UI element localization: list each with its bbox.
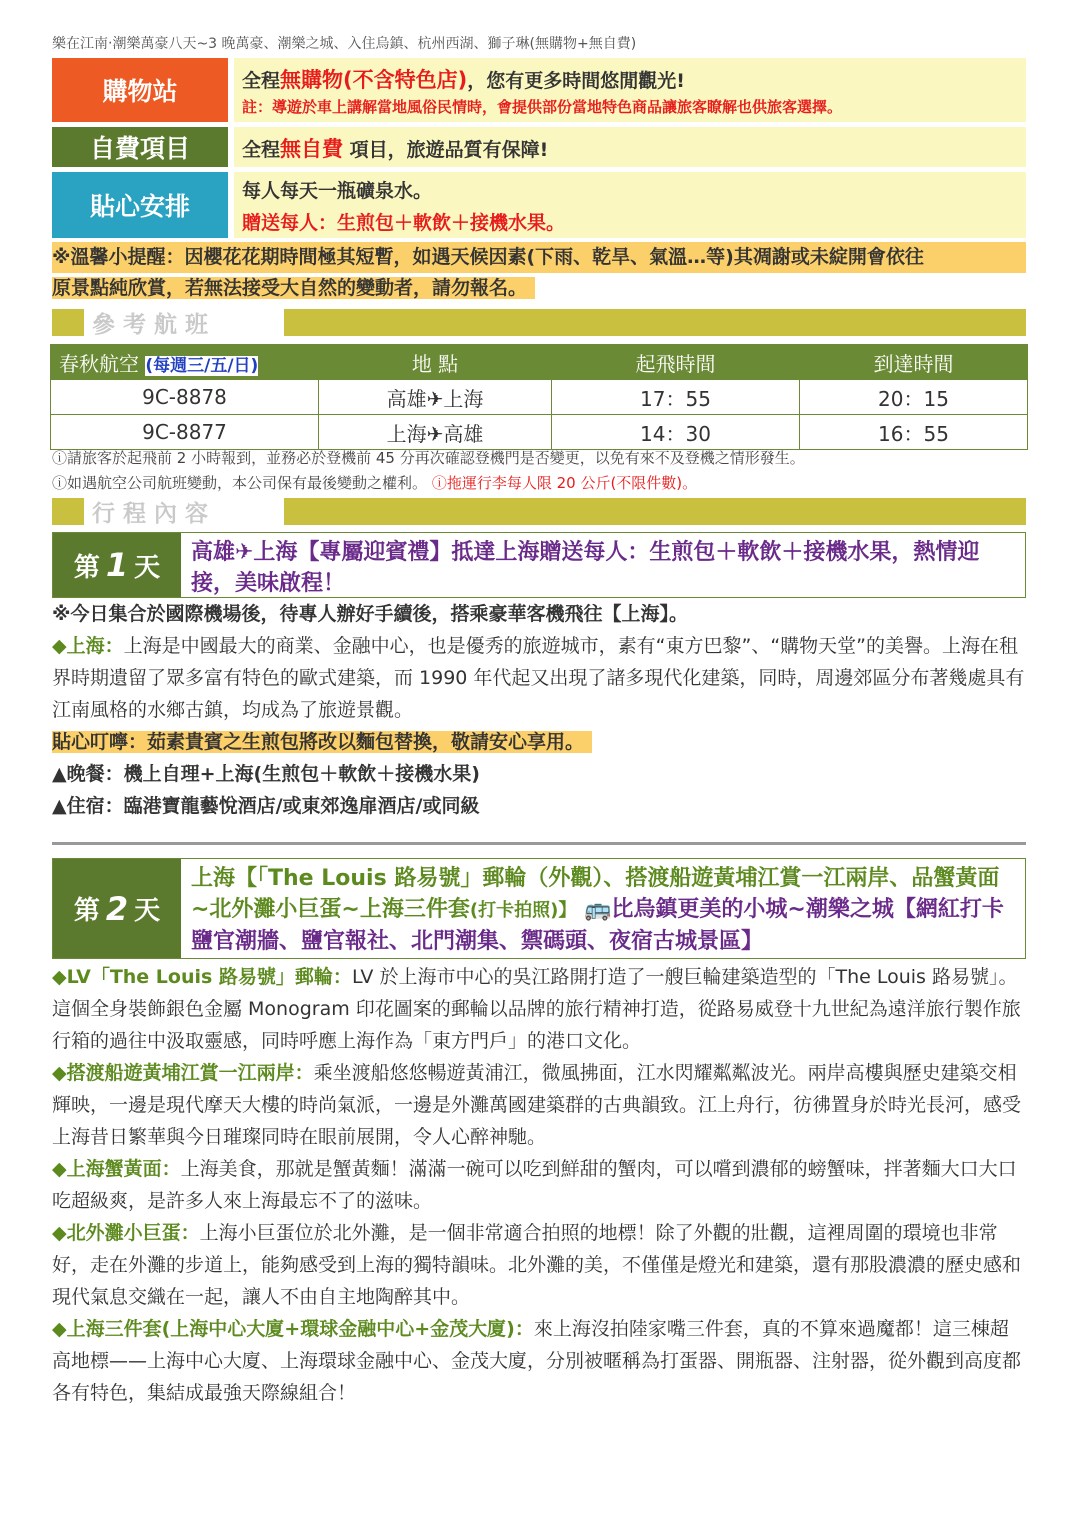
info-icon: ⓘ: [52, 449, 68, 467]
day2-item: [52, 1057, 1026, 1153]
day2-title: [181, 859, 1025, 958]
selfpay-label-text: 自費項目: [89, 134, 190, 163]
flight-table: [50, 344, 1028, 450]
bullet-icon: ◆: [52, 966, 67, 988]
flight-note-3-text: 拖運行李每人限 20 公斤(不限件數)。: [446, 474, 698, 492]
day-num: 2: [105, 889, 129, 928]
flight-row: [51, 380, 1028, 415]
care-box: [234, 172, 1026, 238]
day2-header: [52, 858, 1026, 959]
flight-depart: 17：55: [552, 380, 800, 415]
day2-title-c: 🚌比烏鎮更美的小城~潮樂之城【網紅打卡鹽官潮牆、鹽官報社、北門潮集、禦碼頭、夜宿古城景區】: [191, 897, 1004, 954]
day2-badge: [53, 859, 181, 958]
info-icon: ⓘ: [52, 474, 68, 492]
day2-body: [52, 961, 1026, 1409]
flight-note-2-text: 如遇航空公司航班變動，本公司保有最後變動之權利。: [67, 474, 428, 492]
flight-code: 9C-8877: [51, 415, 319, 450]
care-line1: 每人每天一瓶礦泉水。: [242, 180, 433, 202]
day2-item: [52, 1313, 1026, 1409]
flight-note-2: [52, 472, 697, 493]
day-suffix: 天: [134, 552, 161, 583]
day-prefix: 第: [73, 552, 100, 583]
item-text: 上海是中國最大的商業、金融中心，也是優秀的旅遊城市，素有“東方巴黎”、“購物天堂”的美譽。上海在租界時期遺留了眾多富有特色的歐式建築，而 1990 年代起又出現了諸多現代化建築，同時，周邊郊區分布著幾處具有江南風格的水鄉古鎮，均成為了旅遊景觀。: [52, 635, 1025, 721]
shopping-label-text: 購物站: [102, 77, 178, 106]
day-prefix: 第: [73, 896, 100, 926]
day1-gather: ※今日集合於國際機場後，待專人辦好手續後，搭乘豪華客機飛往【上海】。: [52, 603, 688, 625]
item-head: 上海三件套(上海中心大廈+環球金融中心+金茂大廈)：: [66, 1318, 534, 1340]
divider: [52, 842, 1026, 845]
care-label-text: 貼心安排: [89, 192, 190, 221]
shopping-post: ，您有更多時間悠閒觀光!: [467, 70, 685, 92]
day1-shanghai: [52, 630, 1026, 726]
day2-item: [52, 1153, 1026, 1217]
tagline: 樂在江南‧潮樂萬豪八天~3 晚萬豪、潮樂之城、入住烏鎮、杭州西湖、獅子琳(無購物+無自費): [52, 36, 637, 52]
day2-title-a: 上海【「The Louis 路易號」郵輪（外觀）、搭渡船遊黃埔江賞一江兩岸、品蟹黃面~北外灘小巨蛋~上海三件套: [191, 866, 1000, 922]
reminder: [52, 242, 1026, 304]
bullet-icon: ◆: [52, 1318, 67, 1340]
shopping-red: 無購物(不含特色店): [280, 68, 468, 92]
flight-route: 上海✈高雄: [319, 415, 552, 450]
shopping-note: 註：導遊於車上講解當地風俗民情時，會提供部份當地特色商品讓旅客瞭解也供旅客選擇。: [242, 98, 843, 116]
flight-arrive: 20：15: [800, 380, 1028, 415]
selfpay-line: [242, 133, 548, 163]
item-head: 上海：: [66, 635, 124, 657]
col-depart: 起飛時間: [552, 345, 800, 380]
flight-section-header: [52, 309, 1026, 336]
flight-table-header: [51, 345, 1028, 380]
bullet-icon: ◆: [52, 635, 67, 657]
day1-dinner: ▲晚餐：機上自理+上海(生煎包＋軟飲＋接機水果): [52, 763, 480, 785]
item-head: 北外灘小巨蛋：: [66, 1222, 200, 1244]
col-route: 地 點: [319, 345, 552, 380]
item-text: LV 於上海市中心的吳江路開打造了一艘巨輪建築造型的「The Louis 路易號」。這個全身裝飾銀色金屬 Monogram 印花圖案的郵輪以品牌的旅行精神打造，從路易威登十九世紀為遠洋旅行製作旅行箱的過往中汲取靈感，同時呼應上海作為「東方門戶」的港口文化。: [52, 966, 1021, 1052]
flight-arrive: 16：55: [800, 415, 1028, 450]
day1-tip: 貼心叮嚀：茹素貴賓之生煎包將改以麵包替換，敬請安心享用。: [52, 731, 592, 753]
selfpay-red: 無自費: [280, 137, 344, 161]
shopping-pre: 全程: [242, 70, 281, 92]
day-suffix: 天: [134, 896, 161, 926]
item-head: 搭渡船遊黃埔江賞一江兩岸：: [66, 1062, 314, 1084]
item-text: 來上海沒拍陸家嘴三件套，真的不算來過魔都！這三棟超高地標——上海中心大廈、上海環球金融中心、金茂大廈，分別被暱稱為打蛋器、開瓶器、注射器，從外觀到高度都各有特色，集結成最強天際線組合！: [52, 1318, 1022, 1404]
selfpay-label: [52, 127, 228, 167]
item-head: LV「The Louis 路易號」郵輪：: [66, 966, 352, 988]
day2-title-b: (打卡拍照)】: [469, 900, 577, 921]
item-head: 上海蟹黃面：: [66, 1158, 181, 1180]
flight-section-title: 參考航班: [84, 309, 284, 336]
item-text: 上海美食，那就是蟹黃麵！滿滿一碗可以吃到鮮甜的蟹肉，可以嚐到濃郁的螃蟹味，拌著麵大口大口吃超級爽，是許多人來上海最忘不了的滋味。: [52, 1158, 1017, 1212]
col-arrive: 到達時間: [800, 345, 1028, 380]
day1-header: [52, 532, 1026, 598]
airline-name: 春秋航空: [59, 351, 139, 376]
day1-body: [52, 598, 1026, 822]
item-text: 上海小巨蛋位於北外灘，是一個非常適合拍照的地標！除了外觀的壯觀，這裡周圍的環境也非常好，走在外灘的步道上，能夠感受到上海的獨特韻味。北外灘的美，不僅僅是燈光和建築，還有那股濃濃的歷史感和現代氣息交織在一起，讓人不由自主地陶醉其中。: [52, 1222, 1022, 1308]
airline-note: (每週三/五/日): [145, 355, 259, 376]
selfpay-box: [234, 127, 1026, 167]
bullet-icon: ◆: [52, 1158, 67, 1180]
selfpay-post: 項目，旅遊品質有保障!: [343, 139, 549, 161]
itinerary-section-header: [52, 498, 1026, 525]
bullet-icon: ◆: [52, 1222, 67, 1244]
care-line2: 贈送每人：生煎包＋軟飲＋接機水果。: [242, 212, 566, 234]
care-label: [52, 172, 228, 238]
shopping-line1: [242, 64, 685, 94]
day-num: 1: [105, 546, 129, 584]
flight-note-1-text: 請旅客於起飛前 2 小時報到，並務必於登機前 45 分再次確認登機門是否變更，以免有來不及登機之情形發生。: [67, 449, 805, 467]
shopping-label: [52, 58, 228, 122]
flight-code: 9C-8878: [51, 380, 319, 415]
day2-item: [52, 1217, 1026, 1313]
flight-row: [51, 415, 1028, 450]
itinerary-section-title: 行程內容: [84, 498, 284, 525]
item-text: 乘坐渡船悠悠暢遊黃浦江，微風拂面，江水閃耀粼粼波光。兩岸高樓與歷史建築交相輝映，一邊是現代摩天大樓的時尚氣派，一邊是外灘萬國建築群的古典韻致。江上舟行，彷彿置身於時光長河，感受上海昔日繁華與今日璀璨同時在眼前展開，令人心醉神馳。: [52, 1062, 1022, 1148]
day1-title: 高雄✈上海【專屬迎賓禮】抵達上海贈送每人：生煎包＋軟飲＋接機水果，熱情迎接，美味啟程！: [191, 540, 980, 596]
day2-item: [52, 961, 1026, 1057]
bullet-icon: ◆: [52, 1062, 67, 1084]
selfpay-pre: 全程: [242, 139, 281, 161]
flight-route: 高雄✈上海: [319, 380, 552, 415]
shopping-box: [234, 58, 1026, 122]
flight-note-1: [52, 447, 805, 468]
info-icon: ⓘ: [431, 474, 447, 492]
flight-depart: 14：30: [552, 415, 800, 450]
reminder-line2: 原景點純欣賞，若無法接受大自然的變動者，請勿報名。: [52, 277, 535, 299]
airline-header: [51, 345, 319, 380]
reminder-line1: ※溫馨小提醒：因櫻花花期時間極其短暫，如遇天候因素(下雨、乾旱、氣溫…等)其凋謝或未綻開會依往: [52, 242, 1026, 273]
day1-hotel: ▲住宿：臨港寶龍藝悅酒店/或東郊逸扉酒店/或同級: [52, 795, 480, 817]
day1-badge: [53, 533, 181, 597]
